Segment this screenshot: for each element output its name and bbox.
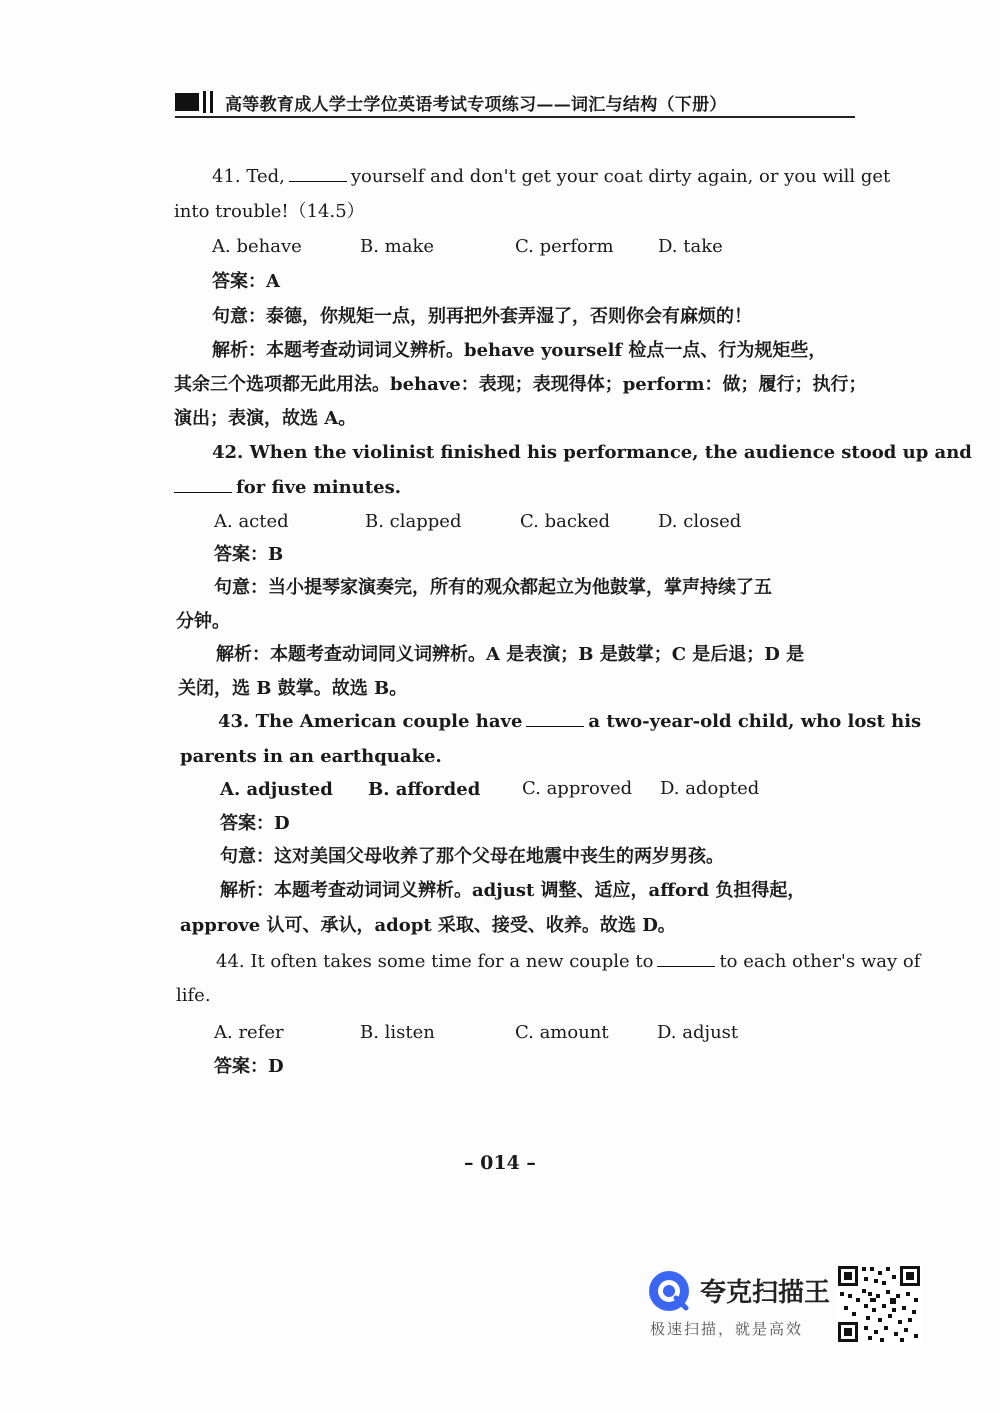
question-43-stem — [218, 710, 921, 734]
option-c: C. approved — [522, 778, 633, 799]
analysis-line: 关闭，选 B 鼓掌。故选 B。 — [178, 678, 408, 699]
analysis-line: approve 认可、承认，adopt 采取、接受、收养。故选 D。 — [180, 915, 676, 936]
stem-text: 44. It often takes some time for a new couple to — [216, 951, 654, 972]
question-44-stem — [216, 950, 920, 974]
meaning: 句意：泰德，你规矩一点，别再把外套弄湿了，否则你会有麻烦的！ — [212, 306, 752, 327]
option-c: C. perform — [515, 236, 614, 257]
meaning: 句意：当小提琴家演奏完，所有的观众都起立为他鼓掌，掌声持续了五 — [214, 577, 772, 598]
answer: 答案：D — [214, 1056, 284, 1077]
header-title: 高等教育成人学士学位英语考试专项练习——词汇与结构（下册） — [225, 95, 727, 115]
option-d: D. adopted — [660, 778, 760, 799]
question-41-stem — [212, 165, 890, 189]
option-a: A. acted — [214, 511, 289, 532]
stem-text: for five minutes. — [236, 477, 401, 498]
answer: 答案：A — [212, 271, 280, 292]
answer: 答案：B — [214, 544, 284, 565]
question-42-stem-line2 — [174, 476, 401, 500]
header-rule — [175, 116, 855, 118]
option-d: D. closed — [658, 511, 742, 532]
analysis-line: 解析：本题考查动词词义辨析。adjust 调整、适应，afford 负担得起， — [220, 880, 806, 901]
quark-logo-icon — [648, 1270, 690, 1312]
header-bar-mark — [203, 91, 206, 113]
option-b: B. clapped — [365, 511, 462, 532]
answer-blank — [657, 951, 715, 967]
scanner-watermark — [648, 1266, 831, 1346]
option-d: D. take — [658, 236, 723, 257]
analysis-line: 其余三个选项都无此用法。behave：表现；表现得体；perform：做；履行；执行； — [174, 374, 867, 395]
option-d: D. adjust — [657, 1022, 739, 1043]
watermark-slogan: 极速扫描，就是高效 — [650, 1320, 804, 1338]
running-header — [175, 88, 855, 120]
option-c: C. backed — [520, 511, 610, 532]
question-43-stem-line2: parents in an earthquake. — [180, 746, 442, 767]
qr-code-icon — [836, 1264, 922, 1344]
question-number: 41. — [212, 166, 241, 187]
option-a: A. adjusted — [220, 779, 333, 800]
analysis-line: 解析：本题考查动词同义词辨析。A 是表演；B 是鼓掌；C 是后退；D 是 — [216, 644, 805, 665]
option-b: B. listen — [360, 1022, 435, 1043]
answer-blank — [174, 477, 232, 493]
option-c: C. amount — [515, 1022, 609, 1043]
header-block-mark — [175, 93, 199, 111]
stem-text: a two-year-old child, who lost his — [588, 711, 922, 732]
stem-text: to each other's way of — [719, 951, 921, 972]
option-b: B. make — [360, 236, 435, 257]
answer: 答案：D — [220, 813, 290, 834]
question-44-stem-line2: life. — [176, 985, 211, 1006]
stem-text: Ted, — [246, 166, 285, 187]
question-41-stem-line2: into trouble!（14.5） — [174, 201, 365, 222]
answer-blank — [526, 711, 584, 727]
meaning: 分钟。 — [176, 611, 230, 632]
option-a: A. behave — [212, 236, 302, 257]
answer-blank — [289, 166, 347, 182]
option-a: A. refer — [214, 1022, 284, 1043]
question-42-stem: 42. When the violinist finished his performance, the audience stood up and — [212, 442, 972, 463]
watermark-brand: 夸克扫描王 — [700, 1278, 831, 1308]
stem-text: yourself and don't get your coat dirty again, or you will get — [350, 166, 891, 187]
stem-text: 43. The American couple have — [218, 711, 523, 732]
header-bar-mark — [210, 91, 213, 113]
analysis-line: 演出；表演，故选 A。 — [174, 408, 357, 429]
page-number: – 014 – — [464, 1152, 536, 1174]
option-b: B. afforded — [368, 779, 481, 800]
meaning: 句意：这对美国父母收养了那个父母在地震中丧生的两岁男孩。 — [220, 846, 724, 867]
analysis-line: 解析：本题考查动词词义辨析。behave yourself 检点一点、行为规矩些， — [212, 340, 827, 361]
